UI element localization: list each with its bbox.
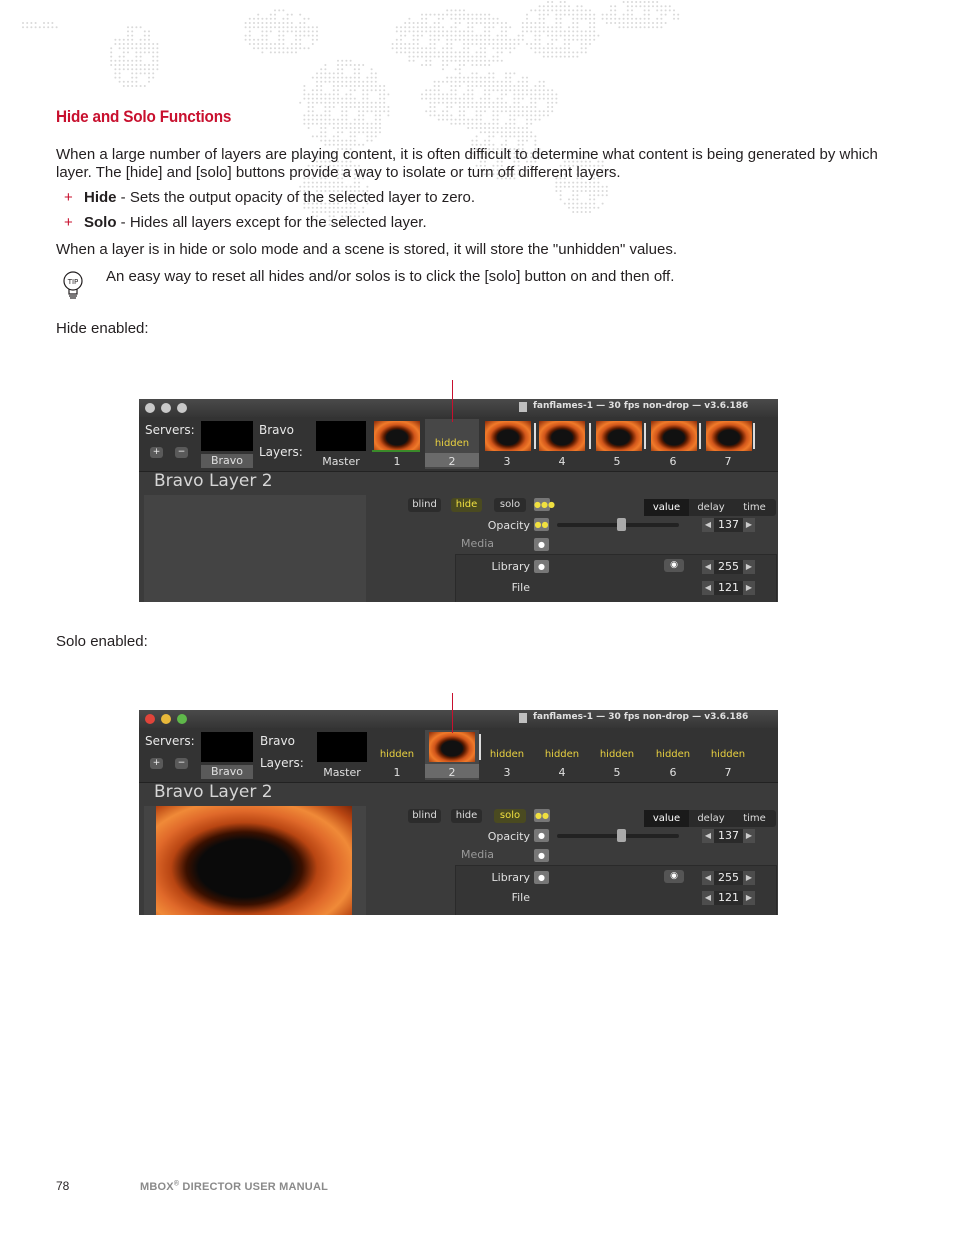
increment-icon[interactable]: ▶: [743, 829, 755, 843]
server-thumb-label: Bravo: [201, 765, 253, 779]
media-label: Media: [460, 537, 494, 550]
layer-title-prefix: Bravo: [154, 471, 204, 491]
layer-4-hidden-label: hidden: [544, 749, 580, 760]
media-label: Media: [460, 848, 494, 861]
layer-preview-panel: [144, 495, 366, 602]
close-window-button[interactable]: [145, 714, 155, 724]
layer-title-prefix: Bravo: [154, 782, 204, 802]
solo-button[interactable]: solo: [494, 498, 526, 512]
eye-icon[interactable]: ◉: [664, 870, 684, 883]
layer-thumb-7[interactable]: [706, 421, 752, 451]
opacity-label: Opacity: [487, 830, 530, 843]
layer-3-hidden-label: hidden: [489, 749, 525, 760]
library-options-icon[interactable]: ●: [534, 871, 549, 884]
layer-1-hidden-label: hidden: [379, 749, 415, 760]
tab-value[interactable]: value: [644, 810, 689, 827]
manual-title-text: DIRECTOR USER MANUAL: [179, 1181, 329, 1193]
zoom-window-button[interactable]: [177, 714, 187, 724]
layer-title: [154, 471, 273, 491]
opacity-value: 137: [718, 518, 739, 531]
opacity-slider-handle[interactable]: [617, 829, 626, 842]
bullet-text: - Hides all layers except for the selected layer.: [116, 214, 427, 231]
value-delay-time-tabs: [644, 499, 776, 516]
file-stepper[interactable]: [702, 891, 755, 905]
value-delay-time-tabs: [644, 810, 776, 827]
servers-label: Servers:: [145, 734, 195, 748]
layer-thumb-2[interactable]: [429, 732, 475, 762]
pointer-line-solo: [452, 693, 453, 733]
screenshot-solo-enabled: [139, 710, 778, 915]
add-server-icon[interactable]: +: [150, 447, 163, 458]
library-stepper[interactable]: [702, 560, 755, 574]
layer-5-hidden-label: hidden: [599, 749, 635, 760]
layer-number-2: 2: [448, 455, 456, 468]
close-window-button[interactable]: [145, 403, 155, 413]
intro-paragraph: When a large number of layers are playing content, it is often difficult to determine what content is being generated by which layer. The [hide] and [solo] buttons provide a way to isolate or turn off different layers.: [56, 146, 878, 181]
layer-preview-image: [156, 806, 352, 915]
master-label: Master: [323, 766, 361, 779]
hide-button[interactable]: hide: [451, 498, 482, 512]
bullet-solo: [64, 214, 427, 232]
layer-options-icon[interactable]: ●●: [535, 811, 549, 820]
increment-icon[interactable]: ▶: [743, 581, 755, 595]
remove-server-icon[interactable]: −: [175, 758, 188, 769]
bullet-plus-icon: +: [64, 214, 73, 231]
tip-lightbulb-icon: [60, 270, 86, 300]
layer-divider: [479, 734, 481, 760]
decrement-icon[interactable]: ◀: [702, 871, 714, 885]
layer-number-1: 1: [393, 455, 401, 468]
servers-label: Servers:: [145, 423, 195, 437]
increment-icon[interactable]: ▶: [743, 518, 755, 532]
layer-number-4: 4: [558, 455, 566, 468]
library-label: Library: [491, 871, 530, 884]
minimize-window-button[interactable]: [161, 714, 171, 724]
layer-number-3: 3: [503, 455, 511, 468]
layer-thumb-1[interactable]: [374, 421, 420, 451]
layer-title: [154, 782, 273, 802]
tab-time[interactable]: time: [743, 813, 766, 824]
layer-number-5: 5: [613, 455, 621, 468]
opacity-stepper[interactable]: [702, 518, 755, 532]
file-label: File: [511, 581, 530, 594]
caption-hide-enabled: Hide enabled:: [56, 320, 149, 337]
server-name: Bravo: [259, 423, 294, 437]
section-heading: Hide and Solo Functions: [56, 107, 232, 126]
window-title: fanflames-1 — 30 fps non-drop — v3.6.186: [533, 401, 749, 411]
bullet-hide: [64, 189, 475, 207]
note-paragraph: When a layer is in hide or solo mode and a scene is stored, it will store the "unhidden" values.: [56, 241, 677, 258]
media-options-icon[interactable]: ●: [534, 849, 549, 862]
layers-label: Layers:: [259, 445, 303, 459]
layer-title-suffix: Layer 2: [208, 782, 273, 802]
tab-time[interactable]: time: [743, 502, 766, 513]
layer-number-7: 7: [724, 766, 732, 779]
decrement-icon[interactable]: ◀: [702, 518, 714, 532]
minimize-window-button[interactable]: [161, 403, 171, 413]
tip-icon-label: TIP: [67, 278, 79, 286]
tab-value[interactable]: value: [644, 499, 689, 516]
opacity-label: Opacity: [487, 519, 530, 532]
layers-label: Layers:: [260, 756, 304, 770]
layer-1-level-bar: [372, 450, 420, 452]
layer-number-6: 6: [669, 766, 677, 779]
window-title: fanflames-1 — 30 fps non-drop — v3.6.186: [533, 712, 749, 722]
decrement-icon[interactable]: ◀: [702, 581, 714, 595]
server-thumbnail[interactable]: [201, 421, 253, 451]
opacity-stepper[interactable]: [702, 829, 755, 843]
layer-thumb-4[interactable]: [539, 421, 585, 451]
hide-button[interactable]: hide: [451, 809, 482, 823]
media-options-icon[interactable]: ●: [534, 538, 549, 551]
server-name: Bravo: [260, 734, 295, 748]
tab-delay[interactable]: delay: [697, 813, 725, 824]
file-stepper[interactable]: [702, 581, 755, 595]
decrement-icon[interactable]: ◀: [702, 560, 714, 574]
increment-icon[interactable]: ▶: [743, 560, 755, 574]
blind-button[interactable]: blind: [408, 809, 441, 823]
layer-number-7: 7: [724, 455, 732, 468]
layers-bar: [139, 417, 778, 472]
manual-brand: MBOX: [140, 1181, 174, 1193]
screenshot-hide-enabled: [139, 399, 778, 602]
layer-thumb-5[interactable]: [596, 421, 642, 451]
page-number: 78: [56, 1179, 70, 1193]
opacity-slider-handle[interactable]: [617, 518, 626, 531]
bullet-term: Hide: [84, 189, 117, 206]
bullet-plus-icon: +: [64, 189, 73, 206]
layer-6-hidden-label: hidden: [655, 749, 691, 760]
layer-divider: [589, 423, 591, 449]
server-thumbnail[interactable]: [201, 732, 253, 762]
tip-text: An easy way to reset all hides and/or solos is to click the [solo] button on and then off.: [106, 268, 675, 285]
layer-title-suffix: Layer 2: [208, 471, 273, 491]
library-value: 255: [718, 871, 739, 884]
opacity-value: 137: [718, 829, 739, 842]
layer-number-2: 2: [448, 766, 456, 779]
document-icon: [519, 402, 527, 412]
layer-divider: [753, 423, 755, 449]
layer-divider: [534, 423, 536, 449]
library-stepper[interactable]: [702, 871, 755, 885]
bullet-text: - Sets the output opacity of the selected layer to zero.: [116, 189, 476, 206]
tab-delay[interactable]: delay: [697, 502, 725, 513]
page-footer: [56, 1179, 328, 1193]
master-thumbnail[interactable]: [316, 421, 366, 451]
decrement-icon[interactable]: ◀: [702, 829, 714, 843]
layer-7-hidden-label: hidden: [710, 749, 746, 760]
layer-number-4: 4: [558, 766, 566, 779]
master-thumbnail[interactable]: [317, 732, 367, 762]
registered-mark: ®: [173, 1180, 180, 1188]
layer-thumb-6[interactable]: [651, 421, 697, 451]
layer-thumb-3[interactable]: [485, 421, 531, 451]
file-value: 121: [718, 581, 739, 594]
layer-2-hidden-label: hidden: [434, 438, 470, 449]
remove-server-icon[interactable]: −: [175, 447, 188, 458]
eye-icon[interactable]: ◉: [664, 559, 684, 572]
caption-solo-enabled: Solo enabled:: [56, 633, 148, 650]
zoom-window-button[interactable]: [177, 403, 187, 413]
layer-number-6: 6: [669, 455, 677, 468]
library-options-icon[interactable]: ●: [534, 560, 549, 573]
blind-button[interactable]: blind: [408, 498, 441, 512]
opacity-options-icon[interactable]: ●●: [534, 520, 549, 529]
layer-number-1: 1: [393, 766, 401, 779]
server-thumb-label: Bravo: [201, 454, 253, 468]
decrement-icon[interactable]: ◀: [702, 891, 714, 905]
layers-bar: [139, 728, 778, 783]
increment-icon[interactable]: ▶: [743, 891, 755, 905]
add-server-icon[interactable]: +: [150, 758, 163, 769]
pointer-line-hide: [452, 380, 453, 422]
file-value: 121: [718, 891, 739, 904]
layer-number-5: 5: [613, 766, 621, 779]
manual-title: [140, 1181, 328, 1193]
master-label: Master: [322, 455, 360, 468]
window-titlebar: [139, 399, 778, 417]
layer-divider: [644, 423, 646, 449]
library-label: Library: [491, 560, 530, 573]
increment-icon[interactable]: ▶: [743, 871, 755, 885]
layer-options-icon[interactable]: ●●●: [534, 500, 555, 509]
opacity-options-icon[interactable]: ●: [534, 829, 549, 842]
layer-divider: [699, 423, 701, 449]
window-titlebar: [139, 710, 778, 728]
library-value: 255: [718, 560, 739, 573]
solo-button[interactable]: solo: [494, 809, 526, 823]
bullet-term: Solo: [84, 214, 117, 231]
document-icon: [519, 713, 527, 723]
layer-number-3: 3: [503, 766, 511, 779]
layer-preview-panel: [144, 806, 366, 915]
file-label: File: [511, 891, 530, 904]
